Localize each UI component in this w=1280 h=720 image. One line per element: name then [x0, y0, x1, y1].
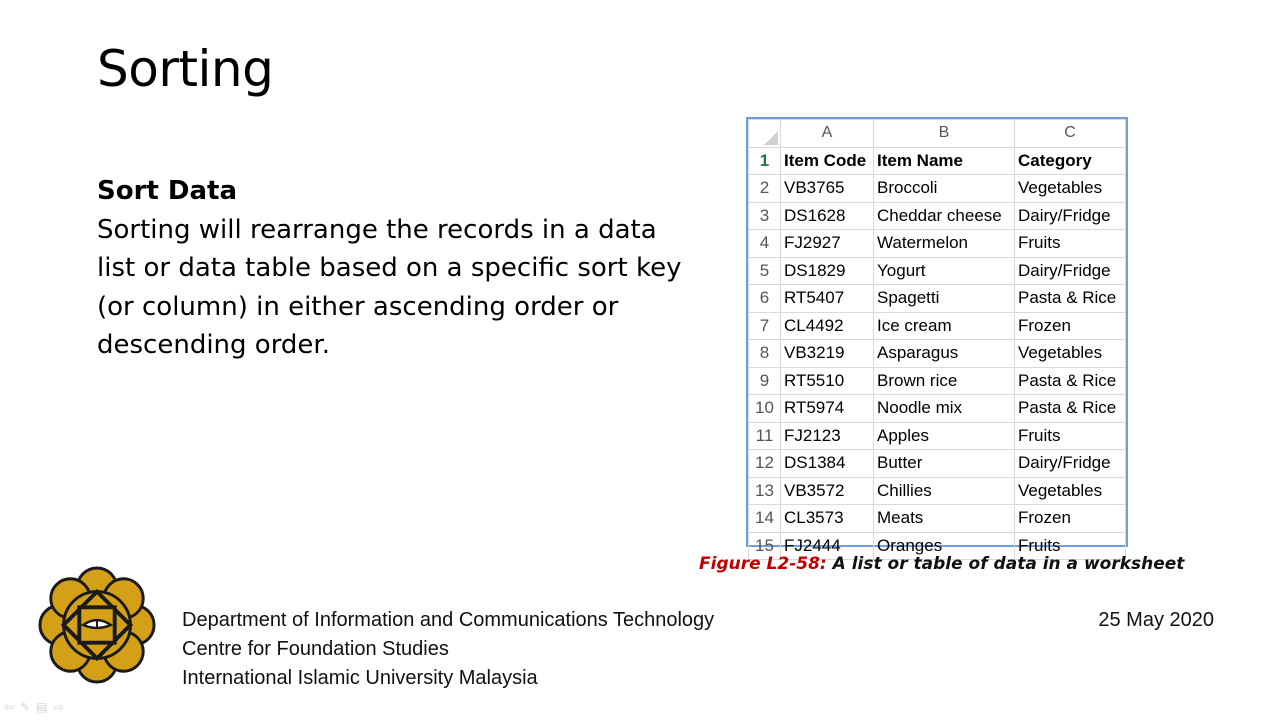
cell-category: Pasta & Rice: [1015, 285, 1126, 313]
cell-item-name: Cheddar cheese: [874, 202, 1015, 230]
cell-item-code: VB3572: [781, 477, 874, 505]
cell-category: Frozen: [1015, 312, 1126, 340]
cell-item-code: VB3765: [781, 175, 874, 203]
row-number: 12: [749, 450, 781, 478]
figure-caption: [699, 554, 1184, 574]
row-number: 3: [749, 202, 781, 230]
cell-category: Fruits: [1015, 422, 1126, 450]
cell-item-code: DS1384: [781, 450, 874, 478]
cell-category: Vegetables: [1015, 477, 1126, 505]
cell-item-name: Brown rice: [874, 367, 1015, 395]
cell-category: Vegetables: [1015, 175, 1126, 203]
section-paragraph: Sorting will rearrange the records in a data list or data table based on a specific sort key (or column) in either ascending order or descending order.: [97, 214, 682, 360]
table-row: [749, 230, 1126, 258]
row-number: 11: [749, 422, 781, 450]
cell-category: Fruits: [1015, 532, 1126, 560]
cell-item-name: Meats: [874, 505, 1015, 533]
row-number: 5: [749, 257, 781, 285]
table-row: [749, 422, 1126, 450]
cell-item-code: FJ2444: [781, 532, 874, 560]
column-letter-a: A: [781, 120, 874, 148]
table-row: [749, 312, 1126, 340]
worksheet-image: [746, 117, 1128, 555]
cell-item-name: Watermelon: [874, 230, 1015, 258]
row-number: 4: [749, 230, 781, 258]
cell-item-name: Yogurt: [874, 257, 1015, 285]
cell-item-name: Butter: [874, 450, 1015, 478]
table-row: [749, 340, 1126, 368]
row-number: 8: [749, 340, 781, 368]
column-header-row: [749, 120, 1126, 148]
cell-item-code: RT5510: [781, 367, 874, 395]
cell-item-code: RT5974: [781, 395, 874, 423]
table-row: [749, 477, 1126, 505]
cell-category: Dairy/Fridge: [1015, 257, 1126, 285]
row-number: 2: [749, 175, 781, 203]
header-category: Category: [1015, 147, 1126, 175]
cell-item-code: DS1628: [781, 202, 874, 230]
cell-item-name: Spagetti: [874, 285, 1015, 313]
cell-category: Fruits: [1015, 230, 1126, 258]
cell-item-name: Oranges: [874, 532, 1015, 560]
cell-item-code: FJ2123: [781, 422, 874, 450]
slide-navigation[interactable]: [4, 700, 64, 714]
cell-item-code: FJ2927: [781, 230, 874, 258]
figure-label: Figure L2-58:: [699, 554, 827, 574]
cell-item-name: Ice cream: [874, 312, 1015, 340]
row-number: 6: [749, 285, 781, 313]
row-number: 10: [749, 395, 781, 423]
table-row: [749, 175, 1126, 203]
cell-category: Dairy/Fridge: [1015, 202, 1126, 230]
cell-item-code: CL4492: [781, 312, 874, 340]
cell-category: Pasta & Rice: [1015, 395, 1126, 423]
cell-item-name: Noodle mix: [874, 395, 1015, 423]
table-row: [749, 285, 1126, 313]
header-item-code: Item Code: [781, 147, 874, 175]
row-number: 14: [749, 505, 781, 533]
table-row: [749, 202, 1126, 230]
previous-slide-icon[interactable]: ⇦: [4, 700, 15, 714]
column-letter-c: C: [1015, 120, 1126, 148]
cell-category: Pasta & Rice: [1015, 367, 1126, 395]
cell-category: Frozen: [1015, 505, 1126, 533]
cell-item-name: Apples: [874, 422, 1015, 450]
table-row: [749, 257, 1126, 285]
cell-item-code: RT5407: [781, 285, 874, 313]
row-number: 1: [749, 147, 781, 175]
next-slide-icon[interactable]: ⇨: [53, 700, 64, 714]
slide-title: Sorting: [97, 40, 274, 98]
header-item-name: Item Name: [874, 147, 1015, 175]
cell-item-name: Chillies: [874, 477, 1015, 505]
slide-content: [97, 172, 697, 365]
table-row: [749, 395, 1126, 423]
footer-department: Department of Information and Communications Technology: [182, 609, 715, 631]
cell-item-code: DS1829: [781, 257, 874, 285]
row-number: 7: [749, 312, 781, 340]
table-row: [749, 450, 1126, 478]
footer-centre: Centre for Foundation Studies: [182, 638, 449, 660]
row-number: 15: [749, 532, 781, 560]
table-header-row: [749, 147, 1126, 175]
row-number: 13: [749, 477, 781, 505]
footer-institution: [182, 606, 714, 693]
section-heading: Sort Data: [97, 176, 237, 206]
footer-university: International Islamic University Malaysia: [182, 667, 538, 689]
cell-item-name: Broccoli: [874, 175, 1015, 203]
table-row: [749, 505, 1126, 533]
column-letter-b: B: [874, 120, 1015, 148]
figure-caption-text: A list or table of data in a worksheet: [832, 554, 1185, 574]
cell-item-code: CL3573: [781, 505, 874, 533]
cell-item-code: VB3219: [781, 340, 874, 368]
select-all-corner: [749, 120, 781, 148]
pen-icon[interactable]: ✎: [20, 700, 31, 714]
cell-category: Dairy/Fridge: [1015, 450, 1126, 478]
slide-menu-icon[interactable]: ▤: [36, 700, 48, 714]
university-crest-icon: [38, 566, 156, 684]
table-row: [749, 367, 1126, 395]
cell-category: Vegetables: [1015, 340, 1126, 368]
cell-item-name: Asparagus: [874, 340, 1015, 368]
row-number: 9: [749, 367, 781, 395]
footer-date: 25 May 2020: [1098, 609, 1214, 631]
